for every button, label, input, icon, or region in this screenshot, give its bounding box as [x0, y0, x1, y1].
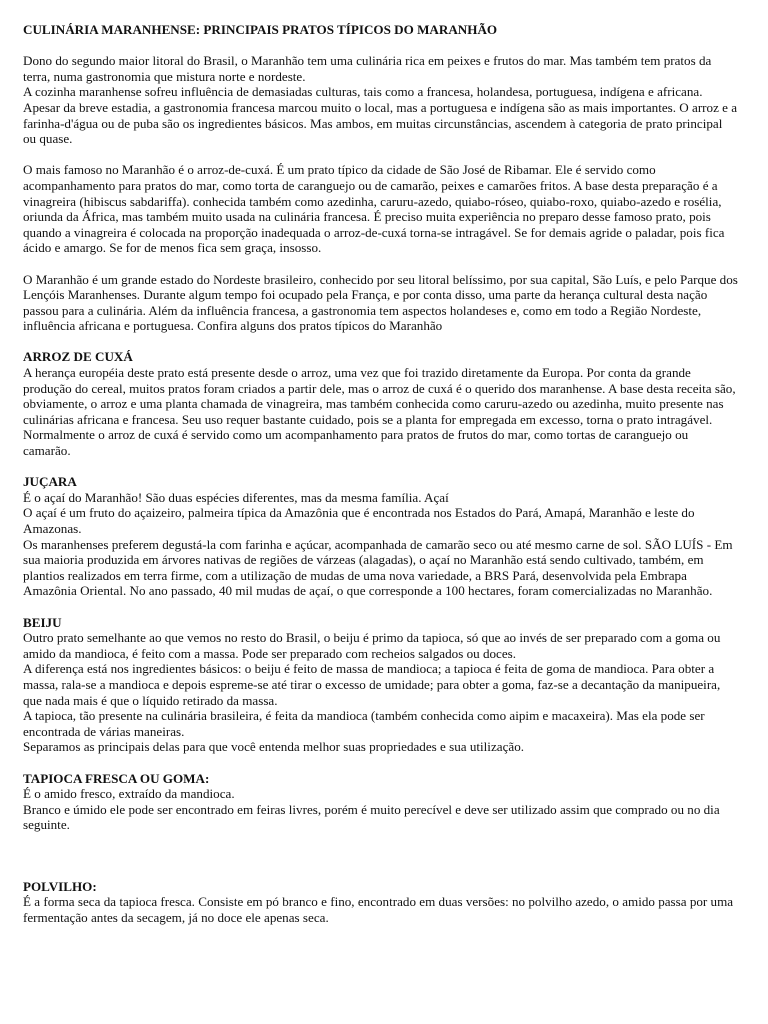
spacer	[23, 147, 738, 163]
spacer	[23, 256, 738, 272]
section-text-beiju-1: Outro prato semelhante ao que vemos no resto do Brasil, o beiju é primo da tapioca, só que ao invés de ser preparado com a goma ou amido da mandioca, é feito com a massa. Pode ser preparado com recheios salgados ou doces.	[23, 630, 721, 661]
spacer	[23, 755, 738, 771]
section-text-arroz: A herança européia deste prato está presente desde o arroz, uma vez que foi trazido diretamente da Europa. Por conta da grande produção do cereal, muitos pratos foram criados a partir dele, mas o arroz de cuxá é o querido dos maranhense. A base desta receita são, obviamente, o arroz e uma planta chamada de vinagreira, mas também conhecida como caruru-azedo ou azedinha, muito presente nas culinárias africana e francesa. Seu uso requer bastante cuidado, pois se a planta for empregada em excesso, torna o prato intragável. Normalmente o arroz de cuxá é servido como um acompanhamento para pratos de frutos do mar, como tortas de caranguejo ou camarão.	[23, 365, 736, 459]
section-heading-arroz: ARROZ DE CUXÁ	[23, 349, 133, 365]
spacer	[23, 38, 738, 54]
section-text-beiju-3: A tapioca, tão presente na culinária brasileira, é feita da mandioca (também conhecida como aipim e macaxeira). Mas ela pode ser encontrada de várias maneiras.	[23, 708, 705, 739]
spacer	[23, 833, 738, 879]
spacer	[23, 599, 738, 615]
section-text-jucara-3: Os maranhenses preferem degustá-la com farinha e açúcar, acompanhada de camarão seco ou até mesmo carne de sol. SÃO LUÍS - Em sua maioria produzida em árvores nativas de regiões de várzeas (alagadas), o açaí no Maranhão está sendo cultivado, também, em plantios realizados em terra firme, com a utilização de mudas de uma nova variedade, a BRS Pará, desenvolvida pela Embrapa Amazônia Oriental. No ano passado, 40 mil mudas de açaí, o que corresponde a 100 hectares, foram comercializadas no Maranhão.	[23, 536, 733, 599]
section-heading-beiju: BEIJU	[23, 614, 62, 630]
section-text-tapioca-1: É o amido fresco, extraído da mandioca.	[23, 786, 235, 802]
spacer	[23, 459, 738, 475]
section-heading-jucara: JUÇARA	[23, 474, 77, 490]
intro-paragraph-2: A cozinha maranhense sofreu influência de demasiadas culturas, tais como a francesa, holandesa, portuguesa, indígena e africana. Apesar da breve estadia, a gastronomia francesa marcou muito o local, mas a portuguesa e indígena são as mais importantes. O arroz e a farinha-d'água ou de puba são os ingredientes básicos. Mas ambos, em muitas circunstâncias, ascendem à categoria de prato principal ou quase.	[23, 84, 738, 147]
spacer	[23, 334, 738, 350]
section-text-polvilho: É a forma seca da tapioca fresca. Consiste em pó branco e fino, encontrado em duas versões: no polvilho azedo, o amido passa por uma fermentação antes da secagem, já no doce ele apenas seca.	[23, 894, 734, 926]
section-text-jucara-1: É o açaí do Maranhão! São duas espécies diferentes, mas da mesma família. Açaí	[23, 489, 449, 505]
document-title: CULINÁRIA MARANHENSE: PRINCIPAIS PRATOS TÍPICOS DO MARANHÃO	[23, 22, 498, 37]
section-text-tapioca-2: Branco e úmido ele pode ser encontrado em feiras livres, porém é muito perecível e deve ser utilizado assim que comprado ou no dia seguinte.	[23, 801, 720, 833]
paragraph-arroz-famoso: O mais famoso no Maranhão é o arroz-de-cuxá. É um prato típico da cidade de São José de Ribamar. Ele é servido como acompanhamento para pratos do mar, como torta de caranguejo ou de camarão, peixes e camarões fritos. A base desta preparação é a vinagreira (hibiscus sabdariffa). conhecida também como azedinha, caruru-azedo, quiabo-róseo, quiabo-roxo, quiabo-azedo e rosélia, oriunda da África, mas também muito usada na culinária francesa. É preciso muita experiência no preparo desse famoso prato, pois quando a vinagreira é colocada na proporção inadequada o arroz-de-cuxá torna-se intragável. Se for demais agride o paladar, pois fica ácido e amargo. Se for de menos fica sem graça, insosso.	[23, 162, 725, 256]
section-text-beiju-2: A diferença está nos ingredientes básicos: o beiju é feito de massa de mandioca; a tapioca é feita de goma de mandioca. Para obter a massa, rala-se a mandioca e depois espreme-se até tirar o excesso de umidade; para obter a goma, faz-se a decantação da manipueira, que nada mais é que o líquido retirado da massa.	[23, 661, 721, 708]
intro-paragraph-1: Dono do segundo maior litoral do Brasil, o Maranhão tem uma culinária rica em peixes e frutos do mar. Mas também tem pratos da terra, numa gastronomia que mistura norte e nordeste.	[23, 53, 712, 84]
section-text-beiju-4: Separamos as principais delas para que você entenda melhor suas propriedades e sua utilização.	[23, 739, 525, 755]
section-heading-tapioca: TAPIOCA FRESCA OU GOMA:	[23, 770, 210, 786]
paragraph-estado: O Maranhão é um grande estado do Nordeste brasileiro, conhecido por seu litoral belíssimo, por sua capital, São Luís, e pelo Parque dos Lençóis Maranhenses. Durante algum tempo foi ocupado pela França, e por conta disso, uma parte da herança cultural desta nação passou para a culinária. Além da influência francesa, a gastronomia tem aspectos holandeses e, como em todo a Região Nordeste, influência africana e portuguesa. Confira alguns dos pratos típicos do Maranhão	[23, 271, 738, 334]
section-text-jucara-2: O açaí é um fruto do açaizeiro, palmeira típica da Amazônia que é encontrada nos Estados do Pará, Amapá, Maranhão e leste do Amazonas.	[23, 505, 695, 536]
section-heading-polvilho: POLVILHO:	[23, 878, 97, 894]
